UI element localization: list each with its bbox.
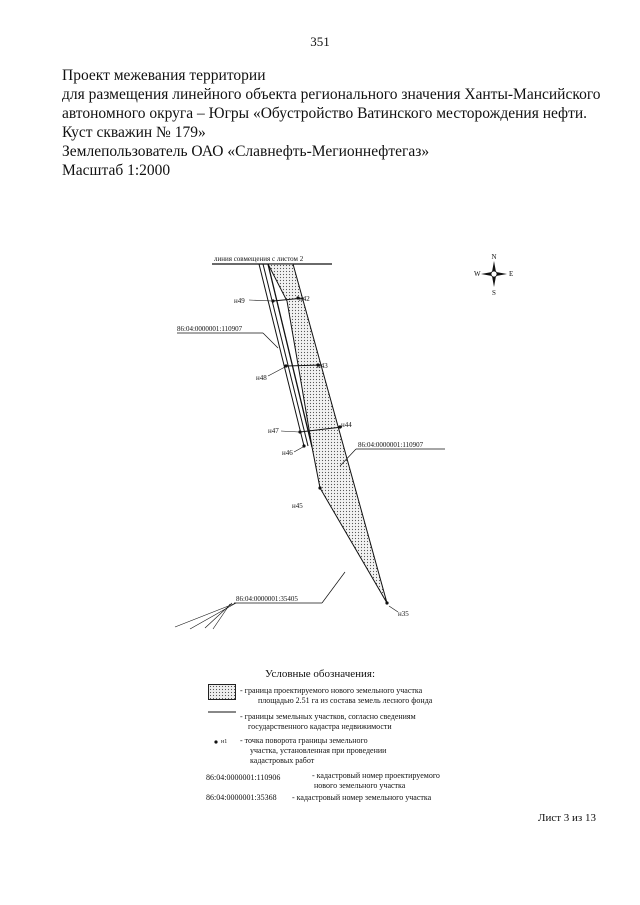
- cadastral-number-label: 86:04:0000001:110907: [358, 441, 424, 449]
- legend-point-symbol: н1: [221, 739, 228, 745]
- compass-label: W: [474, 270, 481, 278]
- compass-label: E: [509, 270, 514, 278]
- legend-hatch-text: площадью 2.51 га из состава земель лесного фонда: [258, 696, 433, 705]
- legend-boundary-text: - границы земельных участков, согласно сведениям: [240, 712, 416, 721]
- title-line: Куст скважин № 179»: [62, 124, 206, 141]
- projected-plot: [268, 264, 387, 603]
- parcel-boundary-line: [213, 604, 230, 629]
- cadastral-number-label: 86:04:0000001:110907: [177, 325, 243, 333]
- legend-new-cadastral-text: - кадастровый номер проектируемого: [312, 771, 440, 780]
- legend-point-text: участка, установленная при проведении: [250, 746, 387, 755]
- legend-hatch-text: - граница проектируемого нового земельного участка: [240, 686, 423, 695]
- point-label: н47: [268, 427, 279, 435]
- point-label: н45: [292, 502, 303, 510]
- point-label: н43: [317, 362, 328, 370]
- legend-point-text: - точка поворота границы земельного: [240, 736, 368, 745]
- legend-existing-cadastral-code: 86:04:0000001:35368: [206, 793, 277, 802]
- title-line: для размещения линейного объекта регионального значения Ханты-Мансийского: [62, 86, 601, 103]
- combination-line-label: линия совмещения с листом 2: [214, 255, 304, 263]
- title-line: Масштаб 1:2000: [62, 162, 171, 179]
- sheet-number: Лист 3 из 13: [538, 812, 597, 824]
- page-number: 351: [310, 34, 330, 49]
- compass-label: S: [492, 289, 496, 297]
- point-label: н48: [256, 374, 267, 382]
- point-label: н35: [398, 610, 409, 618]
- legend-new-cadastral-text: нового земельного участка: [314, 781, 406, 790]
- legend-point-sample: [214, 740, 217, 743]
- parcel-boundary-line: [190, 603, 236, 629]
- title-line: автономного округа – Югры «Обустройство Ватинского месторождения нефти.: [62, 105, 588, 122]
- point-label: н42: [299, 295, 310, 303]
- title-line: Землепользователь ОАО «Славнефть-Мегионнефтегаз»: [62, 143, 430, 160]
- legend-title: Условные обозначения:: [264, 668, 376, 680]
- title-line: Проект межевания территории: [62, 67, 266, 84]
- legend-boundary-text: государственного кадастра недвижимости: [248, 722, 392, 731]
- legend-new-cadastral-code: 86:04:0000001:110906: [206, 773, 281, 782]
- cadastral-number-label: 86:04:0000001:35405: [236, 595, 298, 603]
- legend-hatch-swatch: [208, 684, 236, 700]
- legend-point-text: кадастровых работ: [250, 756, 315, 765]
- turning-point: [385, 601, 388, 604]
- compass-icon: [474, 253, 513, 297]
- parcel-boundary-line: [175, 603, 236, 627]
- point-label: н46: [282, 449, 293, 457]
- point-label: н49: [234, 297, 245, 305]
- legend-existing-cadastral-text: - кадастровый номер земельного участка: [292, 793, 432, 802]
- compass-label: N: [491, 253, 497, 261]
- point-label: н44: [341, 421, 352, 429]
- turning-point: [318, 486, 321, 489]
